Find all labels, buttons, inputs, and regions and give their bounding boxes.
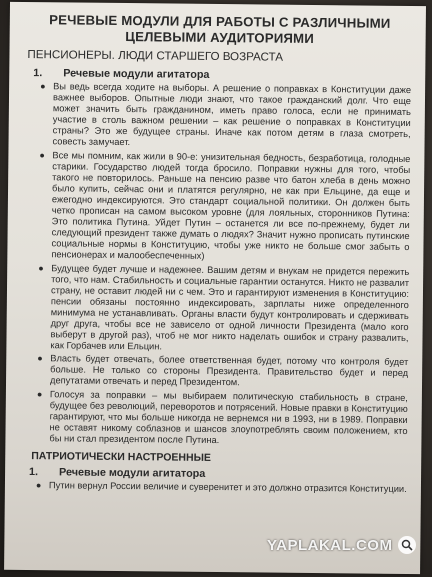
bullet-list — [23, 480, 407, 495]
list-item: ● Путин вернул России величие и суверенитет и это должно отразится Конституции. — [35, 480, 407, 495]
bullet-icon: ● — [37, 353, 43, 364]
list-item: ● Голосуя за поправки – мы выбираем политическую стабильность в стране, будущее без революций, переворотов и потрясений. Новые правки в Конституцию гарантируют, что мы больше никогда не вернемся ни в 1993, ни в 1989. Поправки не оставят никому соблазнов и шансов злоупотреблять своим положением, кто бы ни стал президентом после Путина. — [36, 388, 408, 445]
list-item: ● Все мы помним, как жили в 90-е: унизительная бедность, безработица, голодные старики. Государство людей тогда бросило. Поправки нужны для того, чтобы такого не повторилось. Раньше на пенсию разве что батон хлеба в день можно было купить, сейчас они и платятся регулярно, не как при Ельцине, да еще и ежегодно индексируются. Это стандарт социальной политики. Он должен быть четко прописан на самом высоком уровне (для лояльных, сторонников Путина: Это политика Путина. Уйдет Путин – останется ли все по-прежнему, будет ли следующий президент также думать о людях? Значит нужно прописать путинские социальные нормы в Конституцию, чтобы уже никто не больше смог забыть о пенсионерах и малообеспеченных) — [39, 149, 411, 262]
subsection-title: Речевые модули агитатора — [63, 67, 210, 81]
list-item: ● Вы ведь всегда ходите на выборы. А решение о поправках в Конституции даже важнее выборов. Опытные люди знают, что такое гражданский долг. Что еще может значить быть гражданином, иметь право голоса, если не принимать участие в столь важном решении – как решение о поправках в Конституции страны? Это же будущее страны. Иначе как потом детям в глаза смотреть, совесть замучает. — [40, 81, 412, 148]
bullet-icon: ● — [38, 262, 44, 273]
bullet-icon: ● — [35, 480, 42, 491]
subsection-header — [29, 466, 407, 482]
subsection-number: 1. — [29, 466, 39, 479]
bullet-list — [23, 81, 411, 448]
document-page — [4, 2, 426, 574]
section-heading-pensioners: ПЕНСИОНЕРЫ. ЛЮДИ СТАРШЕГО ВОЗРАСТА — [27, 48, 284, 64]
document-title: РЕЧЕВЫЕ МОДУЛИ ДЛЯ РАБОТЫ С РАЗЛИЧНЫМИ ЦЕЛЕВЫМИ АУДИТОРИЯМИ — [49, 12, 391, 47]
zoom-icon-glyph — [401, 539, 413, 551]
subsection-title: Речевые модули агитатора — [59, 466, 206, 480]
subsection-number: 1. — [33, 67, 43, 80]
subsection-header — [33, 67, 411, 83]
watermark-text: YAPLAKAL.COM — [267, 536, 393, 554]
watermark — [267, 532, 419, 558]
section-heading-patriots: ПАТРИОТИЧЕСКИ НАСТРОЕННЫЕ — [31, 450, 211, 464]
bullet-icon: ● — [39, 149, 45, 160]
zoom-icon[interactable] — [398, 536, 416, 554]
list-item: ● Будущее будет лучше и надежнее. Вашим детям и внукам не придется пережить того, что нам. Стабильность и социальные гарантии останутся. Никто не развалит страну, не оставит людей ни с чем. Это и гарантируют изменения в Конституцию: пенсии обязаны постоянно индексировать, зарплаты ниже определенного минимума не устанавливать. Органы власти будут контролировать и сдерживать друг друга, чтобы все не зависело от одной личности Президента (мало кого выберут в другой раз), чтоб не мог никто наделать ошибок и страну развалить, как Горбачев или Ельцин. — [38, 262, 410, 352]
bullet-icon: ● — [40, 81, 46, 92]
bullet-icon: ● — [36, 388, 43, 399]
document-content — [5, 2, 426, 495]
list-item: ● Власть будет отвечать, более ответственная будет, потому что контроля будет больше. Не только со стороны Президента. Правительство будет и перед депутатами отвечать и перед Президентом. — [37, 353, 409, 388]
